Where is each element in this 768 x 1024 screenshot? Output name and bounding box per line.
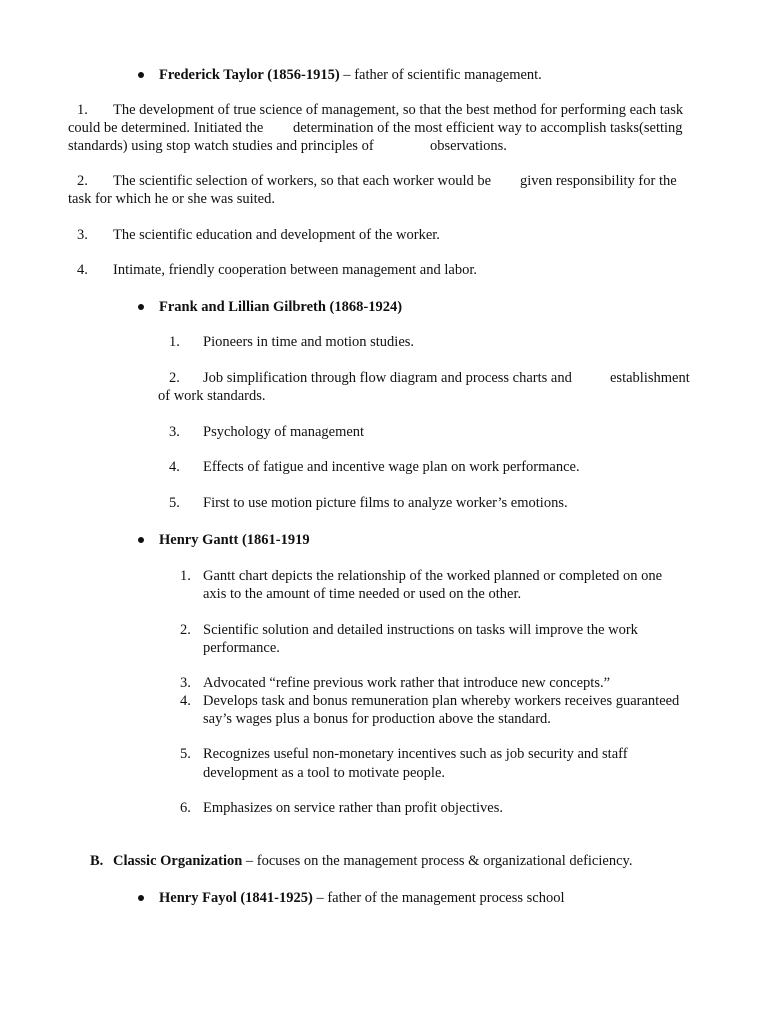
taylor-item-2-line-1b: given responsibility for the	[520, 173, 677, 189]
section-b-heading	[113, 852, 632, 870]
taylor-item-4-line-1: Intimate, friendly cooperation between management and labor.	[113, 262, 477, 278]
gantt-item-2-line-2: performance.	[203, 640, 280, 656]
taylor-item-2-num: 2.	[77, 173, 88, 189]
gilbreth-item-2-line-1b: establishment	[610, 370, 690, 386]
gantt-item-1-line-2: axis to the amount of time needed or used on the other.	[203, 586, 522, 602]
taylor-item-3-num: 3.	[77, 227, 88, 243]
gilbreth-item-5-line-1: First to use motion picture films to analyze worker’s emotions.	[203, 495, 568, 511]
section-b-title: Classic Organization	[113, 853, 243, 869]
taylor-item-2-line-2: task for which he or she was suited.	[68, 191, 275, 207]
taylor-item-4-num: 4.	[77, 262, 88, 278]
bullet-icon	[138, 72, 144, 78]
gantt-item-4-num: 4.	[180, 693, 191, 709]
gantt-item-5-num: 5.	[180, 746, 191, 762]
fayol-desc: – father of the management process school	[312, 890, 565, 906]
gantt-item-6-num: 6.	[180, 800, 191, 816]
gantt-item-1-num: 1.	[180, 568, 191, 584]
gantt-item-5-line-1: Recognizes useful non-monetary incentives such as job security and staff	[203, 746, 628, 762]
taylor-item-1-line-3: standards) using stop watch studies and principles of	[68, 138, 374, 154]
bullet-icon	[138, 537, 144, 543]
gantt-item-3-num: 3.	[180, 675, 191, 691]
fayol-heading	[159, 889, 565, 907]
taylor-name: Frederick Taylor (1856-1915)	[159, 67, 340, 83]
section-b-letter: B.	[90, 853, 104, 869]
gantt-item-2-num: 2.	[180, 622, 191, 638]
bullet-icon	[138, 304, 144, 310]
gantt-item-6-line-1: Emphasizes on service rather than profit objectives.	[203, 800, 503, 816]
gilbreth-item-4-line-1: Effects of fatigue and incentive wage plan on work performance.	[203, 459, 580, 475]
section-b-desc: – focuses on the management process & organizational deficiency.	[242, 853, 633, 869]
taylor-item-1-line-1: The development of true science of management, so that the best method for performing each task	[113, 102, 684, 118]
gilbreth-item-1-num: 1.	[169, 334, 180, 350]
taylor-heading	[159, 66, 542, 84]
gilbreth-item-4-num: 4.	[169, 459, 180, 475]
taylor-item-2-line-1: The scientific selection of workers, so that each worker would be	[113, 173, 492, 189]
gilbreth-item-3-line-1: Psychology of management	[203, 424, 365, 440]
gantt-item-4-line-2: say’s wages plus a bonus for production above the standard.	[203, 711, 551, 727]
taylor-item-1-line-3b: observations.	[430, 138, 507, 154]
gilbreth-item-5-num: 5.	[169, 495, 180, 511]
bullet-icon	[138, 895, 144, 901]
gilbreth-item-3-num: 3.	[169, 424, 180, 440]
gantt-heading: Henry Gantt (1861-1919	[159, 532, 310, 548]
gilbreth-item-2-line-1: Job simplification through flow diagram and process charts and	[203, 370, 572, 386]
gantt-item-3-line-1: Advocated “refine previous work rather that introduce new concepts.”	[203, 675, 611, 691]
gilbreth-heading: Frank and Lillian Gilbreth (1868-1924)	[159, 299, 403, 315]
gilbreth-item-2-num: 2.	[169, 370, 180, 386]
taylor-desc: – father of scientific management.	[339, 67, 542, 83]
gantt-item-1-line-1: Gantt chart depicts the relationship of the worked planned or completed on one	[203, 568, 663, 584]
fayol-name: Henry Fayol (1841-1925)	[159, 890, 313, 906]
gantt-item-5-line-2: development as a tool to motivate people.	[203, 765, 446, 781]
gilbreth-item-1-line-1: Pioneers in time and motion studies.	[203, 334, 415, 350]
taylor-item-3-line-1: The scientific education and development of the worker.	[113, 227, 440, 243]
gantt-item-2-line-1: Scientific solution and detailed instructions on tasks will improve the work	[203, 622, 638, 638]
gilbreth-item-2-line-2: of work standards.	[158, 388, 266, 404]
taylor-item-1-line-2b: determination of the most efficient way to accomplish tasks(setting	[293, 120, 683, 136]
taylor-item-1-line-2: could be determined. Initiated the	[68, 120, 264, 136]
gantt-item-4-line-1: Develops task and bonus remuneration plan whereby workers receives guaranteed	[203, 693, 680, 709]
taylor-item-1-num: 1.	[77, 102, 88, 118]
